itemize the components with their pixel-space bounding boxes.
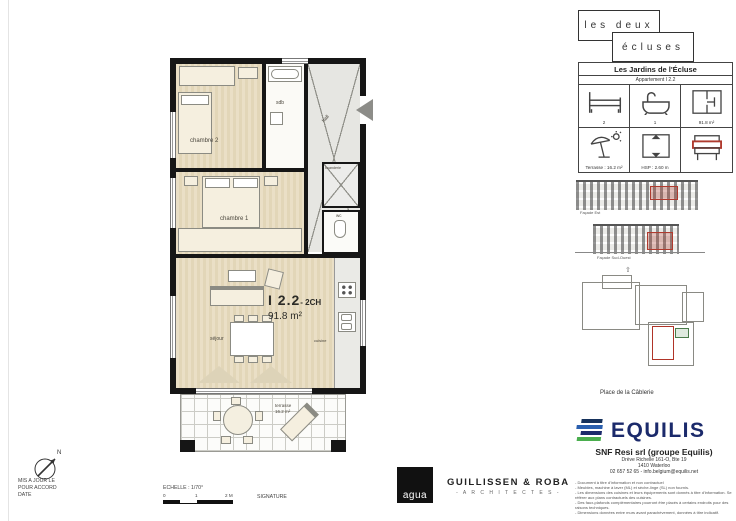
bath-icon [639,89,673,115]
logo-text-bottom: écluses [622,41,684,53]
wall [176,254,360,258]
unit-label [268,292,321,322]
chair [248,356,258,363]
wall [262,64,266,172]
logo-box-bottom [612,32,694,62]
info-cell-label: HSP : 2.60 m [641,165,669,170]
info-cell-terrace [579,128,630,172]
agua-logo-text: agua [402,490,428,501]
facade-elevation-top [576,180,698,210]
sink-bowl [341,323,352,330]
building-outline [635,285,687,325]
sofa [210,286,264,306]
building-outline [682,292,704,322]
info-cell-label: 2 [602,120,606,125]
bed-icon [587,89,623,115]
mis-a-jour-label: MIS A JOUR LE [18,478,55,484]
window [282,58,308,64]
dresser [238,67,258,79]
room-label-sejour: séjour [210,336,224,342]
pillow [233,178,258,188]
bathtub-basin [271,69,299,79]
apartment-info-table [578,62,733,173]
washbasin [270,112,283,125]
coffee-table [228,270,256,282]
room-label-sdb: sdb [276,100,285,106]
window [170,178,176,228]
signature-label: SIGNATURE [257,494,287,500]
nightstand [264,176,278,186]
info-cell-building-level [681,128,732,172]
terrace-area: 16.2 m² [275,409,291,414]
disclaimer-line: - Les dimensions des cuisines et leurs équipements sont donnés à titre d'information. Se référer aux plans contractuels des cuisines. [575,490,732,500]
terrace-table [223,405,253,435]
window [170,296,176,358]
facade-ground-line [575,252,705,253]
building-section-icon [689,132,725,162]
window [170,112,176,158]
hob [338,282,356,298]
info-table-subtitle: Appartement I 2.2 [579,76,732,85]
chair [234,315,244,322]
building-outline [582,282,640,330]
chair [262,356,272,363]
scale-tick-2: 2 M [225,493,233,498]
chair [248,315,258,322]
room-label-buanderie: buanderie [325,166,341,170]
floorplan-icon [690,88,724,116]
developer-address1: Drève Richelle 161-O, Bte 19 [621,457,687,463]
developer-block [575,418,733,515]
terrace-pier [180,440,195,452]
building-outline [675,328,689,338]
floor-plan [170,58,366,394]
terrace-label: terrasse [275,403,292,408]
pillow [181,95,209,105]
scale-label: ECHELLE : 1/70° [163,485,204,491]
scale-bar [163,500,233,504]
room-label-cuisine: cuisine [314,338,327,343]
wardrobe [179,66,235,86]
scale-tick-0: 0 [163,493,166,498]
window [360,300,366,346]
north-mark: ⇧ [625,267,631,274]
equilis-logo-icon [573,418,607,444]
terrace [180,394,346,452]
logo-text-top: les deux [584,20,654,31]
info-cell-label: 91.8 m² [698,120,715,125]
room-label-chambre1: chambre 1 [220,216,249,222]
info-cell-ceiling-height [630,128,681,172]
developer-contact: 02 657 52 65 - info.belgium@equilis.net [609,469,699,475]
entrance-arrow-icon [356,99,373,121]
agua-logo [397,467,433,503]
revision-block [18,478,57,499]
ceiling-height-icon [640,132,672,160]
terrace-chair [255,411,263,421]
site-unit-highlight [652,326,674,360]
info-cell-bedrooms [579,85,630,128]
architect-block [397,467,597,507]
facade-highlight [650,186,678,200]
facade-highlight [647,232,673,250]
pillow [205,178,230,188]
facade-elevation-bottom [593,224,679,254]
terrace-chair [213,411,221,421]
site-plan-caption: Place de la Câblerie [600,390,654,396]
equilis-brand: EQUILIS [611,419,706,442]
facade-bottom-label: Façade Sud-Ouest [597,255,631,260]
unit-code: I 2.2 [268,292,301,308]
disclaimer-line: - Document à titre d'information et non contractuel [575,480,664,485]
scale-block [163,485,243,505]
sink-bowl [341,314,352,321]
room-label-chambre2: chambre 2 [190,138,219,144]
terrace-chair [231,397,241,405]
toilet [334,220,346,238]
architect-name: GUILLISSEN & ROBA [447,477,570,488]
site-key-plan [575,266,725,386]
info-cell-area [681,85,732,128]
wall [176,168,308,172]
developer-company: SNF Resi srl (groupe Equilis) [595,447,713,457]
nightstand [184,176,198,186]
chair [234,356,244,363]
room-label-hall: hall [321,114,331,124]
pour-accord-label: POUR ACCORD [18,485,57,491]
info-cell-bathrooms [630,85,681,128]
facade-top-label: Façade Est [580,210,601,215]
parasol-icon [587,131,625,159]
terrace-chair [221,436,231,444]
info-cell-label: Terrasse : 16.2 m² [585,165,623,170]
room-label-wc: wc [336,213,342,218]
unit-area: 91.8 m² [268,311,302,322]
terrace-pier [331,440,346,452]
wall [304,64,308,256]
sheet-edge-line [8,0,9,521]
building-outline [602,275,632,289]
developer-address2: 1410 Waterloo [637,463,671,469]
unit-type: - 2CH [300,298,322,307]
date-label: DATE [18,492,32,498]
scale-tick-1: 1 [195,493,198,498]
north-label: N [57,450,62,456]
disclaimer-line: - Des faux-plafonds complémentaires pourront être placés à certains endroits pour des raisons techniques. [575,500,729,510]
architect-subtitle: - A R C H I T E C T E S - [456,490,561,496]
info-cell-label: 1 [653,120,657,125]
disclaimer-line: - Meubles, machine à laver (ML) et sèche-linge (SL) non fournis. [575,485,690,490]
dining-table [230,322,274,356]
door-swing [250,366,292,383]
door-swing [198,366,240,383]
wardrobe [178,228,302,252]
info-table-title: Les Jardins de l'Écluse [579,63,732,76]
terrace-chair [243,436,253,444]
disclaimer-line: - Dimensions données entre murs avant parachèvement, données à titre indicatif. [575,510,720,515]
project-logo [578,10,708,62]
